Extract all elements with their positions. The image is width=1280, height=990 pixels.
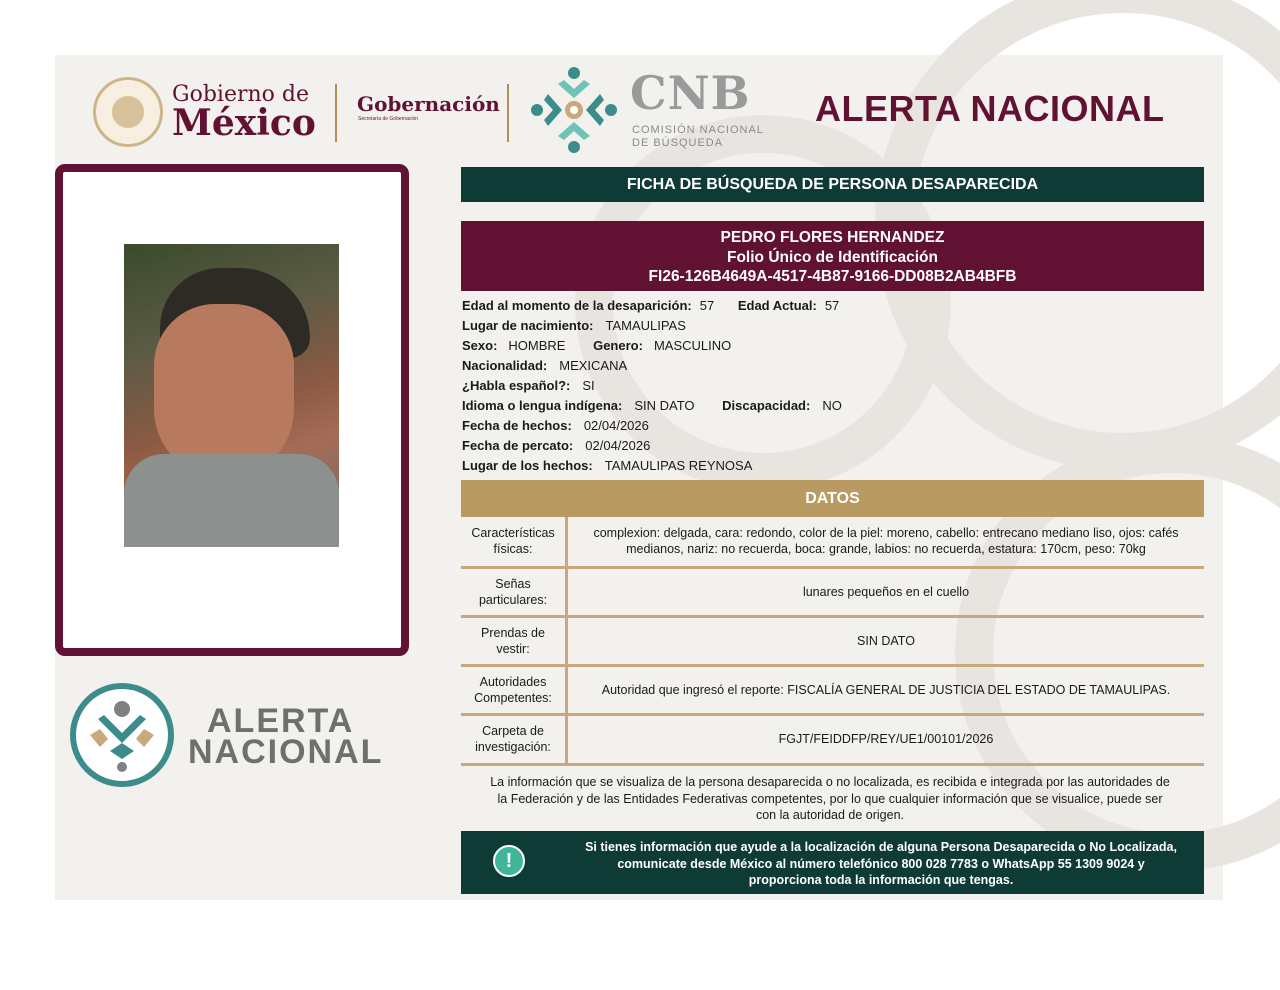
sexo-value: HOMBRE [508,338,566,353]
datos-key-line: vestir: [496,641,530,656]
fecha-hechos-label: Fecha de hechos: [462,418,572,433]
contact-line: proporciona toda la información que tengas. [748,873,1014,887]
photo-shirt [124,454,339,547]
datos-value: FGJT/FEIDDFP/REY/UE1/00101/2026 [567,714,1205,764]
info-row-espanol [462,378,595,394]
datos-key-line: Prendas de [481,625,545,640]
datos-table [461,517,1204,766]
datos-title: DATOS [805,489,860,507]
info-row-fecha-hechos [462,418,649,434]
disclaimer-line: la Federación y de las Entidades Federativas competentes, por lo que cualquier información que se visualice, puede ser [497,791,1163,806]
contact-banner [461,831,1204,894]
photo-face [154,304,294,479]
cnb-subtitle-line1: COMISIÓN NACIONAL [632,124,764,136]
gobierno-line2: México [172,102,316,144]
info-row-lugar-nac [462,318,686,334]
datos-value-line: complexion: delgada, cara: redondo, color de la piel: moreno, cabello: entrecano mediano liso, ojos: cafés [593,526,1179,541]
ficha-title-bar [461,167,1204,202]
info-row-fecha-percato [462,438,650,454]
datos-key [461,567,567,616]
gobernacion-label: Gobernación [357,92,500,116]
disclaimer [466,774,1194,824]
exclamation-icon: ! [493,845,525,877]
person-photo [124,244,339,547]
datos-value: lunares pequeños en el cuello [567,567,1205,616]
person-name: PEDRO FLORES HERNANDEZ [720,229,945,246]
datos-key [461,517,567,567]
folio-label: Folio Único de Identificación [727,248,938,266]
alerta-nacional-logo-icon [70,683,174,787]
table-row [461,517,1204,567]
genero-label: Genero: [593,338,643,353]
idioma-value: SIN DATO [634,398,695,413]
fecha-hechos-value: 02/04/2026 [583,418,649,433]
datos-key-line: Autoridades [479,674,547,689]
fecha-percato-label: Fecha de percato: [462,438,574,453]
nacionalidad-label: Nacionalidad: [462,358,548,373]
info-row-lugar-hechos [462,458,752,474]
datos-key-line: Competentes: [474,690,552,705]
header-divider [507,84,509,142]
disclaimer-line: La información que se visualiza de la persona desaparecida o no localizada, es recibida e integrada por las autoridades de [490,775,1170,789]
datos-key-line: físicas: [493,542,533,557]
contact-line: comunicate desde México al número telefónico 800 028 7783 o WhatsApp 55 1309 9024 y [617,856,1145,871]
cnb-subtitle [632,124,764,150]
folio-value: FI26-126B4649A-4517-4B87-9166-DD08B2AB4BFB [648,268,1017,285]
cnb-logo-icon [528,64,620,156]
sexo-label: Sexo: [462,338,498,353]
alerta-nacional-title: ALERTA NACIONAL [815,88,1165,129]
table-row [461,567,1204,616]
table-row [461,616,1204,665]
edad-actual-label: Edad Actual: [737,298,817,313]
table-row [461,714,1204,764]
edad-desaparicion-value: 57 [699,298,715,313]
lugar-hechos-value: TAMAULIPAS REYNOSA [604,458,753,473]
fecha-percato-value: 02/04/2026 [585,438,651,453]
alerta-nacional-emblem-icon [76,689,168,781]
header-divider [335,84,337,142]
nacionalidad-value: MEXICANA [559,358,628,373]
info-row-sexo [462,338,731,354]
datos-key [461,616,567,665]
lugar-hechos-label: Lugar de los hechos: [462,458,593,473]
mexico-shield-icon [93,77,163,147]
edad-actual-value: 57 [824,298,840,313]
ficha-title: FICHA DE BÚSQUEDA DE PERSONA DESAPARECIDA [626,175,1039,193]
genero-value: MASCULINO [653,338,732,353]
cnb-subtitle-line2: DE BÚSQUEDA [632,137,724,149]
datos-value: Autoridad que ingresó el reporte: FISCALÍA GENERAL DE JUSTICIA DEL ESTADO DE TAMAULIPAS. [567,665,1205,714]
info-row-edad [462,298,839,314]
datos-key-line: Carpeta de [482,724,544,738]
table-row [461,665,1204,714]
datos-title-bar [461,480,1204,517]
idioma-label: Idioma o lengua indígena: [462,398,623,413]
datos-key [461,665,567,714]
datos-key-line: investigación: [475,740,551,754]
datos-value [567,517,1205,567]
info-row-nacionalidad [462,358,627,374]
datos-key-line: Características [471,526,555,541]
datos-key-line: Señas [495,576,531,591]
gobernacion-sub: Secretaría de Gobernación [358,116,419,122]
lugar-nacimiento-value: TAMAULIPAS [605,318,686,333]
contact-line: Si tienes información que ayude a la localización de alguna Persona Desaparecida o No Localizada, [585,840,1177,854]
datos-key [461,714,567,764]
disclaimer-line: con la autoridad de origen. [755,808,905,822]
datos-value: SIN DATO [567,616,1205,665]
alerta-logo-line1: ALERTA [207,702,355,740]
discapacidad-value: NO [822,398,842,413]
gobierno-line1: Gobierno de [172,82,309,107]
datos-key-line: particulares: [478,592,548,607]
lugar-nacimiento-label: Lugar de nacimiento: [462,318,594,333]
alerta-logo-line2: NACIONAL [188,733,384,771]
contact-text [561,839,1201,889]
datos-value-line: medianos, nariz: no recuerda, boca: grande, labios: no recuerda, estatura: 170cm, peso: 70kg [626,542,1146,557]
edad-desaparicion-label: Edad al momento de la desaparición: [462,298,692,313]
info-row-idioma [462,398,842,414]
habla-espanol-label: ¿Habla español?: [462,378,571,393]
habla-espanol-value: SI [582,378,595,393]
person-name-block [461,221,1204,291]
cnb-title: CNB [630,66,751,120]
discapacidad-label: Discapacidad: [722,398,811,413]
